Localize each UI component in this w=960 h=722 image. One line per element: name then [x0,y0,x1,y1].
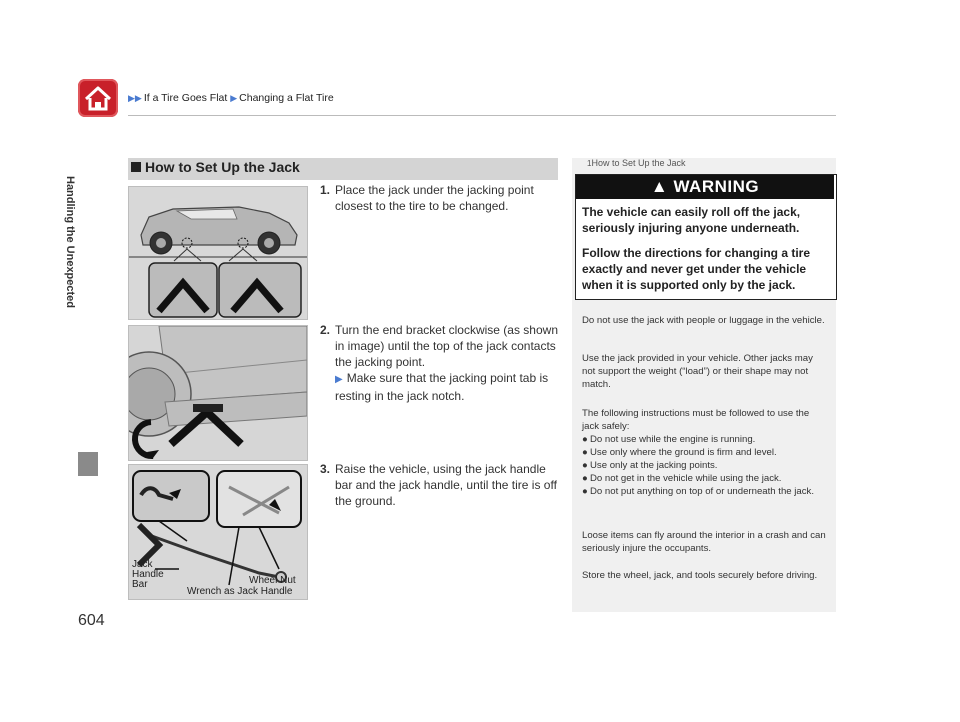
chevron-right-icon: ▶▶ [128,93,142,103]
arrow-right-icon: ▶ [335,374,343,385]
figure-raise-vehicle [128,464,308,600]
note-bullet: ● Do not use while the engine is running. [582,434,756,445]
note-paragraph: Loose items can fly around the interior in a crash and can seriously injure the occupants. [582,530,826,554]
step-3: 3. Raise the vehicle, using the jack handle bar and the jack handle, until the tire is off the ground. [320,462,557,508]
step-1: 1. Place the jack under the jacking point closest to the tire to be changed. [320,183,534,213]
section-title: How to Set Up the Jack [131,159,300,175]
chapter-label: Handling the Unexpected [64,176,76,309]
warning-text-1: The vehicle can easily roll off the jack, seriously injuring anyone underneath. [582,205,801,235]
chapter-tab[interactable] [78,452,98,476]
wheel-nut-label: Wheel Nut [249,575,296,586]
warning-title: ▲ WARNING [650,177,760,196]
figure-turn-bracket [128,325,308,461]
car-side-illustration [129,187,307,319]
page-number: 604 [78,612,105,629]
figure-jack-placement [128,186,308,320]
step-2: 2. Turn the end bracket clockwise (as shown in image) until the top of the jack contacts the jacking point. ▶ Make sure that the jacking point tab is resting in the jack notch. [320,323,558,403]
breadcrumb-item[interactable]: Changing a Flat Tire [239,92,334,104]
chevron-right-icon: ▶ [230,93,238,103]
note-paragraph: Use the jack provided in your vehicle. Other jacks may not support the weight (“load”) or their shape may not match. [582,353,813,390]
wrench-label: Wrench as Jack Handle [187,586,293,597]
home-button[interactable] [78,79,118,117]
note-reference: 1How to Set Up the Jack [587,158,686,168]
note-paragraph: Do not use the jack with people or luggage in the vehicle. [582,315,825,326]
note-bullet: ● Do not get in the vehicle while using the jack. [582,473,782,484]
note-bullet: ● Do not put anything on top of or underneath the jack. [582,486,815,497]
jack-handle-bar-label: Jack Handle Bar [132,559,164,590]
jack-under-car-illustration [129,326,307,460]
warning-text-2: Follow the directions for changing a tire exactly and never get under the vehicle when it is supported only by the jack. [582,246,811,292]
breadcrumb [128,92,334,104]
note-bullet: ● Use only at the jacking points. [582,460,718,471]
warning-triangle-icon: ▲ [650,177,669,196]
note-bullet: ● Use only where the ground is firm and level. [582,447,777,458]
header-divider [128,115,836,116]
home-icon [78,79,118,117]
note-paragraph: The following instructions must be followed to use the jack safely: [582,408,810,432]
note-paragraph: Store the wheel, jack, and tools securely before driving. [582,570,818,581]
breadcrumb-item[interactable]: If a Tire Goes Flat [143,92,228,104]
square-bullet-icon [131,162,141,172]
